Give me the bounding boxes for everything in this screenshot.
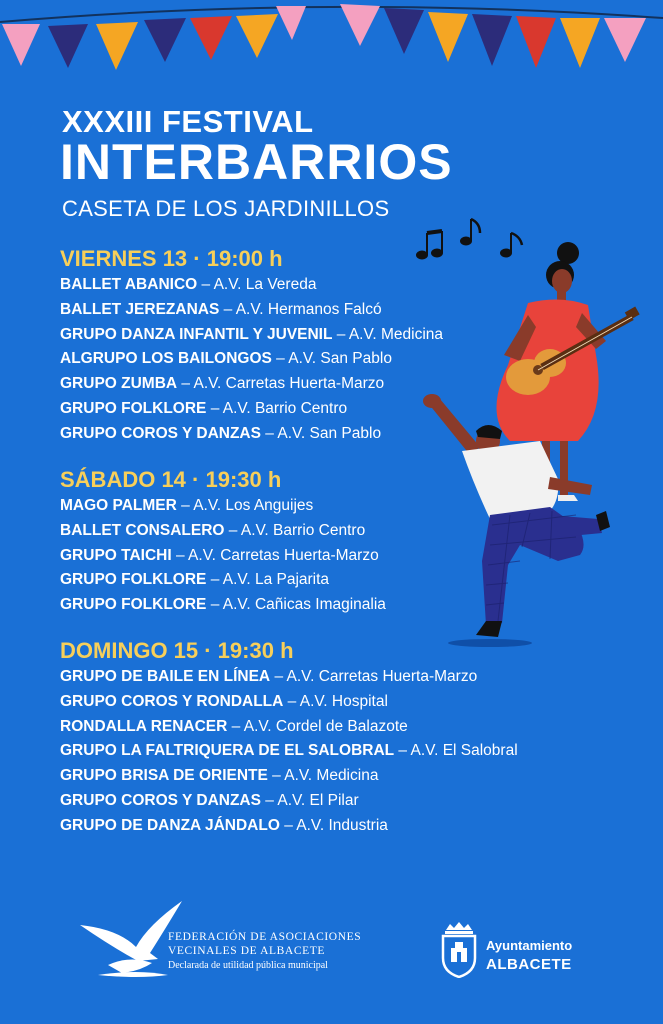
- association-name: A.V. Carretas Huerta-Marzo: [286, 668, 478, 685]
- group-name: GRUPO DANZA INFANTIL Y JUVENIL: [60, 325, 333, 343]
- group-name: GRUPO COROS Y RONDALLA: [60, 692, 284, 710]
- group-name: ALGRUPO LOS BAILONGOS: [60, 350, 272, 368]
- association-name: A.V. Barrio Centro: [222, 399, 348, 417]
- association-name: A.V. Cordel de Balazote: [243, 717, 408, 735]
- program-item: [60, 494, 386, 519]
- program-item: [60, 397, 443, 422]
- day-heading-sunday: DOMINGO 15 · 19:30 h: [60, 638, 294, 663]
- separator: –: [206, 571, 223, 589]
- pennant-bunting: [0, 0, 663, 90]
- festival-venue: CASETA DE LOS JARDINILLOS: [62, 196, 390, 221]
- association-name: A.V. El Salobral: [410, 742, 518, 760]
- festival-title: INTERBARRIOS: [60, 134, 453, 190]
- association-name: A.V. San Pablo: [288, 350, 392, 368]
- association-name: A.V. Barrio Centro: [240, 521, 366, 539]
- program-item: [60, 422, 443, 447]
- association-name: A.V. Hospital: [299, 692, 388, 710]
- group-name: GRUPO COROS Y DANZAS: [60, 424, 261, 442]
- saturday-program: [60, 494, 386, 618]
- city-crest-icon: [440, 922, 478, 978]
- ayuntamiento-label: Ayuntamiento: [486, 938, 573, 953]
- group-name: GRUPO DE BAILE EN LÍNEA: [60, 668, 271, 685]
- group-name: GRUPO FOLKLORE: [60, 596, 207, 614]
- program-item: [60, 690, 518, 715]
- musicians-illustration: [410, 215, 663, 655]
- separator: –: [267, 767, 285, 785]
- program-item: [60, 323, 443, 348]
- program-item: [60, 814, 518, 839]
- program-item: [60, 593, 386, 618]
- federation-subtitle: Declarada de utilidad pública municipal: [168, 960, 328, 971]
- separator: –: [260, 424, 278, 442]
- group-name: GRUPO ZUMBA: [60, 375, 178, 393]
- friday-program: [60, 273, 443, 447]
- program-item: [60, 298, 443, 323]
- program-item: [60, 568, 386, 593]
- separator: –: [279, 816, 297, 834]
- association-name: A.V. Los Anguijes: [193, 497, 314, 514]
- association-name: A.V. Cañicas Imaginalia: [222, 596, 386, 614]
- association-name: A.V. La Pajarita: [222, 571, 330, 589]
- day-heading-saturday: SÁBADO 14 · 19:30 h: [60, 467, 282, 492]
- festival-edition: XXXIII FESTIVAL: [62, 104, 314, 139]
- day-heading-friday: VIERNES 13 · 19:00 h: [60, 246, 283, 271]
- group-name: RONDALLA RENACER: [60, 717, 228, 735]
- association-name: A.V. Carretas Huerta-Marzo: [188, 546, 379, 564]
- group-name: GRUPO FOLKLORE: [60, 571, 207, 589]
- group-name: GRUPO LA FALTRIQUERA DE EL SALOBRAL: [60, 742, 395, 760]
- association-name: A.V. La Vereda: [213, 276, 317, 293]
- group-name: BALLET CONSALERO: [60, 521, 225, 539]
- federation-name-line1: FEDERACIÓN DE ASOCIACIONES: [168, 931, 362, 943]
- group-name: GRUPO COROS Y DANZAS: [60, 791, 261, 809]
- association-name: A.V. Hermanos Falcó: [235, 300, 382, 318]
- music-note-icon: [416, 231, 443, 260]
- association-name: A.V. Carretas Huerta-Marzo: [193, 375, 385, 393]
- association-name: A.V. Industria: [296, 816, 388, 834]
- program-item: [60, 519, 386, 544]
- association-name: A.V. San Pablo: [277, 424, 382, 442]
- eagle-logo-icon: [80, 901, 182, 977]
- separator: –: [206, 399, 223, 417]
- separator: –: [176, 497, 194, 514]
- separator: –: [206, 596, 223, 614]
- program-item: [60, 347, 443, 372]
- separator: –: [270, 668, 287, 685]
- separator: –: [394, 742, 411, 760]
- city-name: ALBACETE: [486, 956, 572, 973]
- separator: –: [224, 521, 241, 539]
- group-name: GRUPO FOLKLORE: [60, 399, 207, 417]
- group-name: MAGO PALMER: [60, 497, 177, 514]
- separator: –: [227, 717, 244, 735]
- program-item: [60, 789, 518, 814]
- separator: –: [260, 791, 278, 809]
- group-name: GRUPO BRISA DE ORIENTE: [60, 767, 268, 785]
- separator: –: [219, 300, 236, 318]
- program-item: [60, 544, 386, 569]
- association-name: A.V. El Pilar: [277, 791, 359, 809]
- program-item: [60, 372, 443, 397]
- association-name: A.V. Medicina: [348, 325, 444, 343]
- sunday-program: [60, 665, 518, 839]
- music-note-icon: [500, 233, 522, 258]
- program-item: [60, 715, 518, 740]
- federation-name-line2: VECINALES DE ALBACETE: [168, 945, 325, 957]
- group-name: BALLET ABANICO: [60, 276, 198, 293]
- program-item: [60, 739, 518, 764]
- separator: –: [271, 350, 289, 368]
- program-item: [60, 764, 518, 789]
- association-name: A.V. Medicina: [284, 767, 379, 785]
- group-name: GRUPO DE DANZA JÁNDALO: [60, 816, 280, 834]
- music-note-icon: [460, 219, 480, 246]
- separator: –: [197, 276, 214, 293]
- separator: –: [171, 546, 189, 564]
- program-item: [60, 665, 518, 690]
- separator: –: [283, 692, 300, 710]
- separator: –: [177, 375, 194, 393]
- program-item: [60, 273, 443, 298]
- group-name: BALLET JEREZANAS: [60, 300, 220, 318]
- separator: –: [332, 325, 349, 343]
- group-name: GRUPO TAICHI: [60, 546, 172, 564]
